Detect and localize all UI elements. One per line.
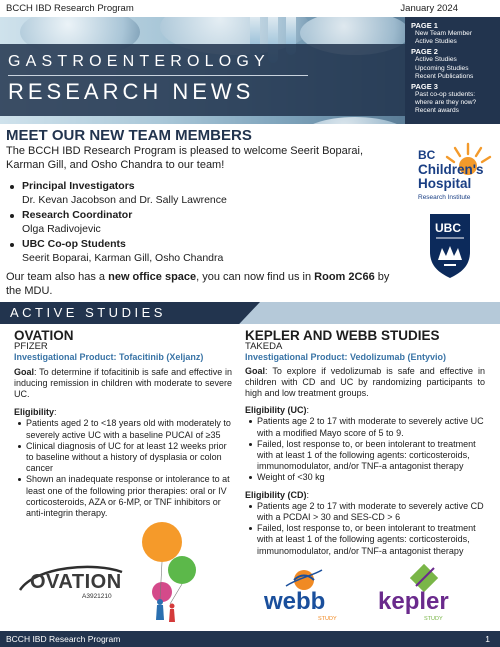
role-title: Principal Investigators — [22, 180, 402, 194]
ovation-logo — [16, 562, 126, 602]
study-product: Investigational Product: Vedolizumab (Entyvio) — [245, 352, 447, 363]
bcch-name-line2: Hospital — [418, 176, 472, 191]
eligibility-heading: Eligibility (CD): — [245, 489, 310, 500]
study-goal — [14, 367, 232, 401]
webb-logo-text: webb — [264, 588, 326, 615]
toc-item: Upcoming Studies — [415, 64, 469, 72]
webb-logo-sub: STUDY — [318, 616, 337, 622]
webb-logo — [262, 566, 346, 624]
toc-item: Recent Publications — [415, 72, 474, 80]
balloons-illustration — [130, 520, 200, 624]
ovation-study-code: A3921210 — [82, 593, 112, 600]
toc-item: Active Studies — [415, 38, 457, 46]
role-names: Dr. Kevan Jacobson and Dr. Sally Lawrence — [22, 193, 227, 206]
eligibility-item: Clinical diagnosis of UC for at least 12 weeks prior to baseline without a history of dysplasia or colon cancer — [14, 441, 232, 475]
page-number: 1 — [485, 634, 490, 644]
eligibility-heading: Eligibility (UC): — [245, 405, 310, 416]
hero-banner — [0, 17, 405, 124]
goal-label: Goal — [14, 366, 35, 377]
bcch-bc-text: BC — [418, 148, 436, 162]
eligibility-item: Shown an inadequate response or intolerance to at least one of the following prior therapies: oral or IV corticosteroids, AZA or 6-MP, or TNF inhibitors or anti-integrin therapy. — [14, 474, 232, 519]
eligibility-colon: : — [54, 407, 57, 418]
study-title: KEPLER AND WEBB STUDIES — [245, 328, 440, 343]
bcch-subtitle: Research Institute — [418, 194, 471, 201]
toc-item: Recent awards — [415, 107, 459, 115]
study-sponsor: PFIZER — [14, 341, 48, 353]
hero-title-line2: RESEARCH NEWS — [8, 79, 255, 104]
active-studies-heading: ACTIVE STUDIES — [10, 305, 166, 320]
role-names: Olga Radivojevic — [22, 222, 101, 235]
eligibility-item: Weight of <30 kg — [245, 472, 485, 483]
eligibility-uc-label: Eligibility (UC) — [245, 405, 307, 416]
program-name: BCCH IBD Research Program — [6, 3, 134, 14]
meet-team-intro: The BCCH IBD Research Program is pleased to welcome Seerit Boparai, Karman Gill, and Osho Chandra to our team! — [6, 145, 364, 171]
role-title: Research Coordinator — [22, 209, 402, 223]
role-names: Seerit Boparai, Karman Gill, Osho Chandra — [22, 251, 224, 264]
team-role-list — [22, 180, 402, 267]
toc-page-heading: PAGE 1 — [411, 21, 438, 30]
meet-team-heading: MEET OUR NEW TEAM MEMBERS — [6, 127, 252, 144]
goal-text: : To explore if vedolizumab is safe and effective in children with CD and UC by randomizing participants to high and low treatment groups. — [245, 365, 485, 399]
ubc-text: UBC — [435, 221, 461, 235]
toc-item: Active Studies — [415, 56, 457, 64]
office-highlight: new office space — [108, 271, 197, 283]
ovation-study — [14, 330, 232, 519]
office-text: by the MDU. — [6, 271, 390, 297]
goal-text: : To determine if tofacitinib is safe and effective in inducing remission in children with moderate to severe UC. — [14, 366, 232, 400]
footer-program: BCCH IBD Research Program — [6, 634, 121, 644]
eligibility-item: Failed, lost response to, or been intolerant to treatment with at least 1 of the following agents: corticosteroids, immunomodulator, and/or TNF-a antagonist therapy — [245, 523, 485, 557]
study-goal — [245, 366, 485, 400]
page-index — [405, 17, 500, 124]
toc-item: New Team Member — [415, 30, 473, 37]
kepler-logo — [378, 564, 468, 624]
toc-item: Past co-op students: where are they now? — [415, 91, 477, 107]
toc-page-heading: PAGE 2 — [411, 47, 438, 57]
eligibility-item: Failed, lost response to, or been intolerant to treatment with at least 1 of the following agents: corticosteroids, immunomodulator, and/or TNF-a antagonist therapy — [245, 439, 485, 473]
role-title: UBC Co-op Students — [22, 238, 402, 252]
bcch-name-line1: Children's — [418, 162, 484, 177]
ubc-logo — [428, 212, 472, 280]
goal-label: Goal — [245, 365, 266, 376]
study-title: OVATION — [14, 328, 74, 343]
office-text: Our team also has a — [6, 271, 109, 283]
office-room: Room 2C66 — [314, 271, 375, 283]
eligibility-cd-label: Eligibility (CD) — [245, 489, 307, 500]
toc-page-heading: PAGE 3 — [411, 82, 438, 92]
study-product: Investigational Product: Tofacitinib (Xeljanz) — [14, 352, 204, 363]
office-announcement — [6, 270, 401, 298]
eligibility-item: Patients aged 2 to <18 years old with moderately to severely active UC with a baseline PUCAI of ≥35 — [14, 418, 232, 440]
kepler-webb-study — [245, 330, 485, 557]
study-sponsor: TAKEDA — [245, 341, 283, 353]
office-text: , you can now find us in — [196, 271, 315, 283]
kepler-logo-text: kepler — [378, 588, 449, 615]
eligibility-label: Eligibility — [14, 407, 55, 418]
eligibility-item: Patients age 2 to 17 with moderate to severely active CD with a PCDAI > 30 and SES-CD > 6 — [245, 501, 485, 523]
issue-date: January 2024 — [400, 3, 458, 14]
hero-title-line1: GASTROENTEROLOGY — [8, 53, 270, 70]
kepler-logo-sub: STUDY — [424, 616, 443, 622]
eligibility-heading — [14, 407, 232, 418]
bcch-logo — [418, 138, 498, 208]
hero-divider — [8, 75, 308, 76]
ovation-logo-text: OVATION — [30, 571, 122, 593]
page-footer — [0, 631, 500, 647]
eligibility-item: Patients age 2 to 17 with moderate to severely active UC with a modified Mayo score of 5 to 9. — [245, 416, 485, 438]
